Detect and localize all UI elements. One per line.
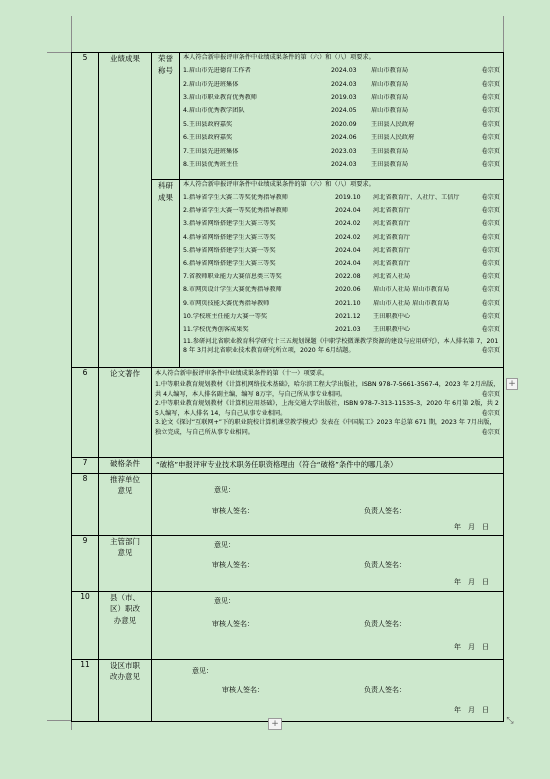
list-item: 5.指导省网络搭建学生大赛一等奖 2024.04 河北省教育厅 卷宗页 (183, 246, 500, 254)
add-column-button[interactable]: + (506, 378, 518, 390)
head-signature-label: 负责人签名： (364, 561, 406, 569)
recommender-opinion-cell[interactable] (152, 474, 504, 536)
row-number: 10 (72, 592, 99, 660)
head-signature-label: 负责人签名： (364, 686, 406, 694)
list-item: 7.省教师职业能力大赛信息类三等奖 2022.08 河北省人社局 卷宗页 (183, 273, 500, 281)
list-item: 1.眉山市先进德育工作者 2024.03 眉山市教育局 卷宗页 (183, 67, 500, 75)
row-label-county: 县（市、区）职改办意见 (99, 592, 152, 660)
list-item: 4.指导省网络搭建学生大赛三等奖 2024.02 河北省教育厅 卷宗页 (183, 233, 500, 241)
opinion-label: 意见： (214, 541, 235, 549)
head-signature-label: 负责人签名： (364, 620, 406, 628)
row-label-department: 主管部门意见 (99, 536, 152, 592)
research-intro: 本人符合新申报评审条件中业绩成果条件的第（六）和（八）项要求。 (183, 181, 375, 188)
list-item: 4.眉山市优秀教学团队 2024.05 眉山市教育局 卷宗页 (183, 107, 500, 115)
list-item: 2.中等职业教育规划教材《计算机应用基础》，上海交通大学出版社，ISBN 978-7-313-11535-3，2020 年 6月第 2版，共 25人编写，本人排名 14，与自己从事专业相同。 卷宗页 (155, 400, 500, 417)
row-label-recommender: 推荐单位意见 (99, 474, 152, 536)
department-opinion-cell[interactable] (152, 536, 504, 592)
opinion-label: 意见： (214, 597, 235, 605)
list-item: 1.指导省学生大赛二等奖优秀指导教师 2019.10 河北省教育厅、人社厅、工信厅 卷宗页 (183, 194, 500, 202)
reviewer-signature-label: 审核人签名： (212, 507, 254, 515)
list-item: 3.论文《探讨“互联网+”下的职业院校计算机课堂教学模式》发表在《中国航工》2023 年总第 671 期，2023 年 7月出版，独立完成，与自己所从事专业相同。 卷宗页 (155, 419, 500, 437)
margin-guide-right (503, 16, 504, 52)
list-item: 2.眉山市先进班集体 2024.03 眉山市教育局 卷宗页 (183, 80, 500, 88)
row-number: 7 (72, 458, 99, 474)
date-label: 年 月 日 (454, 578, 489, 586)
list-item: 8.市网页设计学生大赛优秀指导教师 2020.06 眉山市人社局 眉山市教育局 卷宗页 (183, 286, 500, 294)
date-label: 年 月 日 (454, 643, 489, 651)
list-item: 5.王田县政府嘉奖 2020.09 王田县人民政府 卷宗页 (183, 120, 500, 128)
honor-list-cell[interactable] (180, 53, 504, 180)
research-list-cell[interactable] (180, 180, 504, 368)
exception-cell[interactable] (152, 458, 504, 474)
table-row (72, 368, 504, 458)
honor-intro: 本人符合新申报评审条件中业绩成果条件的第（六）和（八）项要求。 (183, 54, 375, 61)
sub-label-honor: 荣誉称号 (152, 53, 180, 180)
sub-label-research: 科研成果 (152, 180, 180, 368)
table-row (72, 536, 504, 592)
margin-guide-top (47, 52, 71, 53)
row-label-city: 设区市职改办意见 (99, 660, 152, 722)
list-item: 10.学校班主任能力大赛一等奖 2021.12 王田职教中心 卷宗页 (183, 312, 500, 320)
list-item: 6.指导省网络搭建学生大赛三等奖 2024.04 河北省教育厅 卷宗页 (183, 260, 500, 268)
table-row (72, 660, 504, 722)
exception-text: “破格”申报评审专业技术职务任职资格理由（符合“破格”条件中的哪几条） (156, 460, 398, 470)
table-row (72, 458, 504, 474)
row-number: 5 (72, 53, 99, 368)
list-item: 8.王田县优秀班主任 2024.03 王田县教育局 卷宗页 (183, 160, 500, 168)
row-label-achievement: 业绩成果 (99, 53, 152, 368)
date-label: 年 月 日 (454, 523, 489, 531)
row-label-paper: 论文著作 (99, 368, 152, 458)
margin-guide-bottom (47, 720, 71, 721)
reviewer-signature-label: 审核人签名： (222, 686, 264, 694)
reviewer-signature-label: 审核人签名： (212, 561, 254, 569)
application-form-table (71, 52, 504, 722)
list-item: 7.王田县先进班集体 2023.03 王田县教育局 卷宗页 (183, 147, 500, 155)
city-opinion-cell[interactable] (152, 660, 504, 722)
row-label-exception: 破格条件 (99, 458, 152, 474)
opinion-label: 意见： (214, 486, 235, 494)
head-signature-label: 负责人签名： (364, 507, 406, 515)
list-item: 3.指导省网络搭建学生大赛三等奖 2024.02 河北省教育厅 卷宗页 (183, 220, 500, 228)
table-row (72, 592, 504, 660)
resize-table-handle[interactable]: ⤡ (506, 716, 514, 726)
reviewer-signature-label: 审核人签名： (212, 620, 254, 628)
row-number: 6 (72, 368, 99, 458)
paper-intro: 本人符合新申报评审条件中业绩成果条件的第（十一）项要求。 (155, 370, 329, 377)
research-project-item: 11.参研河北省职业教育科学研究十三五规划课题《中职学校微课教学资源的建设与应用研究》，本人排名第 7，2018 年 3月河北省职业技术教育研究所立项，2020 年 6月结题。 卷宗页 (183, 338, 500, 355)
list-item: 6.王田县政府嘉奖 2024.06 王田县人民政府 卷宗页 (183, 134, 500, 142)
list-item: 2.指导省学生大赛一等奖优秀指导教师 2024.04 河北省教育厅 卷宗页 (183, 207, 500, 215)
table-row (72, 474, 504, 536)
paper-list-cell[interactable] (152, 368, 504, 458)
row-number: 8 (72, 474, 99, 536)
row-number: 9 (72, 536, 99, 592)
margin-guide-left (71, 16, 72, 52)
list-item: 9.市网页技能大赛优秀指导教师 2021.10 眉山市人社局 眉山市教育局 卷宗页 (183, 299, 500, 307)
add-row-button[interactable]: + (268, 718, 282, 730)
list-item: 3.眉山市职业教育优秀教师 2019.03 眉山市教育局 卷宗页 (183, 93, 500, 101)
opinion-label: 意见： (192, 667, 213, 675)
county-opinion-cell[interactable] (152, 592, 504, 660)
table-row (72, 53, 504, 180)
row-number: 11 (72, 660, 99, 722)
list-item: 11.学校优秀创客成果奖 2021.03 王田职教中心 卷宗页 (183, 325, 500, 333)
date-label: 年 月 日 (454, 706, 489, 714)
list-item: 1.中等职业教育规划教材《计算机网络技术基础》，哈尔滨工程大学出版社，ISBN 978-7-5661-3567-4，2023 年 2月出版，共 4人编写，本人排名副主编，编写 8万字，与自己所从事专业相同。 卷宗页 (155, 381, 500, 398)
